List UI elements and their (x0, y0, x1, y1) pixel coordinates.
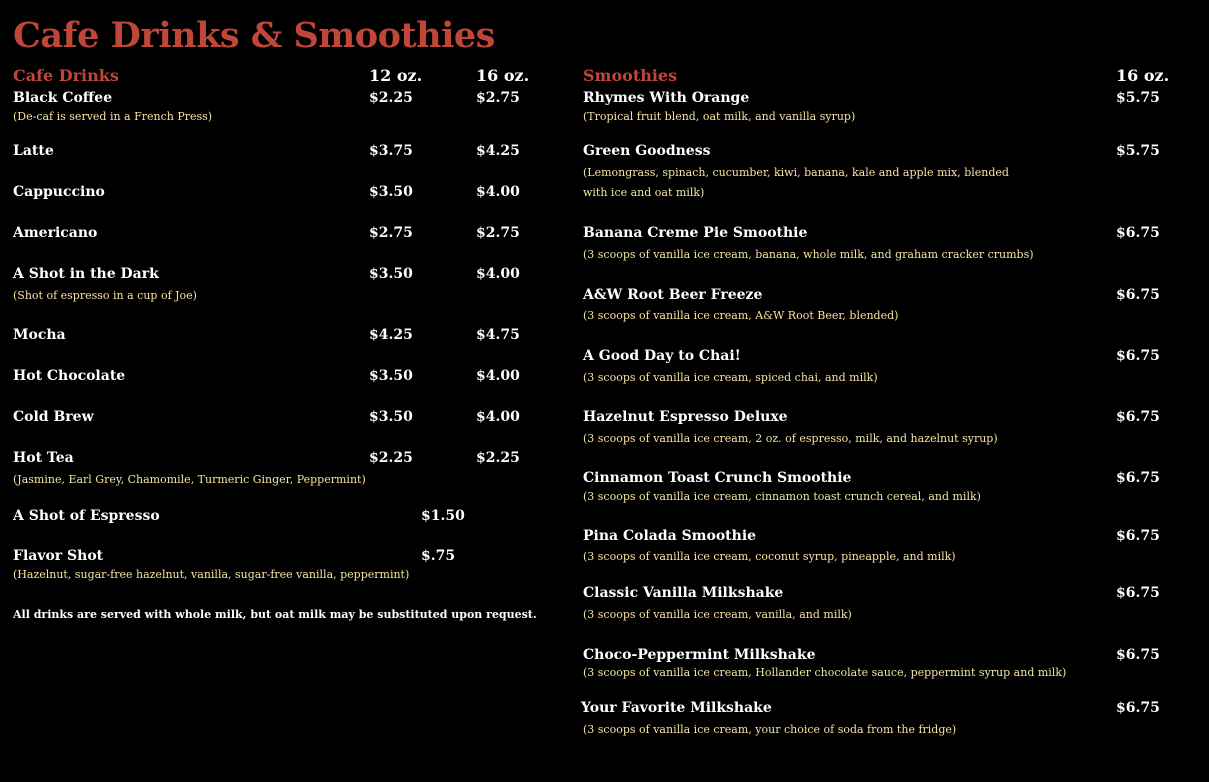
milk-footnote: All drinks are served with whole milk, but oat milk may be substituted upon request. (13, 608, 537, 621)
cafe-item-name: Cold Brew (13, 409, 94, 425)
smoothie-item-price: $6.75 (1116, 348, 1160, 364)
smoothie-item-name: Pina Colada Smoothie (583, 528, 757, 544)
cafe-drinks-heading: Cafe Drinks (13, 66, 119, 85)
smoothies-size-heading: 16 oz. (1116, 66, 1170, 85)
cafe-item-name: Hot Chocolate (13, 368, 126, 384)
cafe-item-price-16: $2.75 (476, 225, 520, 241)
smoothie-item-description: (Lemongrass, spinach, cucumber, kiwi, banana, kale and apple mix, blended with ice and oat milk) (583, 166, 1009, 199)
smoothie-item-name: Your Favorite Milkshake (581, 700, 772, 716)
cafe-item-price-12: $3.50 (369, 409, 413, 425)
smoothie-item-price: $6.75 (1116, 470, 1160, 486)
smoothie-item-description: (3 scoops of vanilla ice cream, cinnamon toast crunch cereal, and milk) (583, 490, 981, 503)
cafe-item-name: Americano (13, 225, 98, 241)
smoothie-item-name: Rhymes With Orange (583, 90, 750, 106)
smoothie-item-name: Banana Creme Pie Smoothie (583, 225, 808, 241)
smoothie-item-price: $6.75 (1116, 287, 1160, 303)
smoothie-item-description: (3 scoops of vanilla ice cream, spiced chai, and milk) (583, 371, 878, 384)
extra-item-description: (Hazelnut, sugar-free hazelnut, vanilla, sugar-free vanilla, peppermint) (13, 568, 410, 581)
smoothie-item-price: $6.75 (1116, 528, 1160, 544)
smoothie-item-name: Choco-Peppermint Milkshake (583, 647, 816, 663)
smoothie-item-price: $6.75 (1116, 647, 1160, 663)
cafe-item-price-16: $2.25 (476, 450, 520, 466)
smoothie-item-price: $6.75 (1116, 409, 1160, 425)
cafe-item-description: (De-caf is served in a French Press) (13, 110, 213, 123)
cafe-item-name: Black Coffee (13, 90, 113, 106)
smoothie-item-description: (3 scoops of vanilla ice cream, coconut syrup, pineapple, and milk) (583, 550, 956, 563)
smoothie-item-price: $6.75 (1116, 585, 1160, 601)
cafe-item-price-16: $4.75 (476, 327, 520, 343)
smoothie-item-description: (3 scoops of vanilla ice cream, your choice of soda from the fridge) (583, 723, 957, 736)
smoothie-item-description: (3 scoops of vanilla ice cream, banana, whole milk, and graham cracker crumbs) (583, 248, 1034, 261)
smoothie-item-name: A Good Day to Chai! (583, 348, 741, 364)
cafe-item-name: Hot Tea (13, 450, 74, 466)
smoothie-item-description: (Tropical fruit blend, oat milk, and vanilla syrup) (583, 110, 856, 123)
cafe-item-price-16: $4.00 (476, 409, 520, 425)
cafe-item-description: (Shot of espresso in a cup of Joe) (13, 289, 197, 302)
smoothie-item-description: (3 scoops of vanilla ice cream, 2 oz. of espresso, milk, and hazelnut syrup) (583, 432, 998, 445)
cafe-item-price-12: $3.50 (369, 184, 413, 200)
extra-item-name: Flavor Shot (13, 548, 104, 564)
smoothie-item-price: $5.75 (1116, 143, 1160, 159)
smoothie-item-name: Hazelnut Espresso Deluxe (583, 409, 788, 425)
extra-item-price: $1.50 (421, 508, 465, 524)
cafe-size-16-heading: 16 oz. (476, 66, 530, 85)
smoothie-item-description: (3 scoops of vanilla ice cream, A&W Root Beer, blended) (583, 309, 899, 322)
smoothie-item-description: (3 scoops of vanilla ice cream, Hollander chocolate sauce, peppermint syrup and milk) (583, 666, 1067, 679)
smoothie-item-description: (3 scoops of vanilla ice cream, vanilla, and milk) (583, 608, 852, 621)
smoothie-item-price: $6.75 (1116, 225, 1160, 241)
cafe-item-price-16: $4.00 (476, 184, 520, 200)
page-title: Cafe Drinks & Smoothies (13, 15, 495, 56)
cafe-item-price-12: $2.25 (369, 450, 413, 466)
smoothie-item-name: A&W Root Beer Freeze (583, 287, 763, 303)
smoothies-heading: Smoothies (583, 66, 678, 85)
cafe-item-description: (Jasmine, Earl Grey, Chamomile, Turmeric Ginger, Peppermint) (13, 473, 366, 486)
cafe-item-price-12: $2.75 (369, 225, 413, 241)
cafe-item-price-16: $4.00 (476, 266, 520, 282)
extra-item-price: $.75 (421, 548, 456, 564)
cafe-item-name: Mocha (13, 327, 66, 343)
cafe-item-name: Latte (13, 143, 54, 159)
cafe-item-price-12: $3.75 (369, 143, 413, 159)
cafe-size-12-heading: 12 oz. (369, 66, 423, 85)
smoothie-item-name: Cinnamon Toast Crunch Smoothie (583, 470, 852, 486)
cafe-item-price-16: $4.25 (476, 143, 520, 159)
smoothie-item-price: $5.75 (1116, 90, 1160, 106)
smoothie-item-price: $6.75 (1116, 700, 1160, 716)
cafe-item-price-12: $3.50 (369, 368, 413, 384)
cafe-item-name: Cappuccino (13, 184, 105, 200)
cafe-item-price-12: $3.50 (369, 266, 413, 282)
cafe-item-price-16: $2.75 (476, 90, 520, 106)
cafe-item-name: A Shot in the Dark (13, 266, 159, 282)
smoothie-item-name: Green Goodness (583, 143, 711, 159)
extra-item-name: A Shot of Espresso (13, 508, 160, 524)
smoothie-item-name: Classic Vanilla Milkshake (583, 585, 784, 601)
cafe-item-price-12: $2.25 (369, 90, 413, 106)
cafe-item-price-16: $4.00 (476, 368, 520, 384)
cafe-item-price-12: $4.25 (369, 327, 413, 343)
